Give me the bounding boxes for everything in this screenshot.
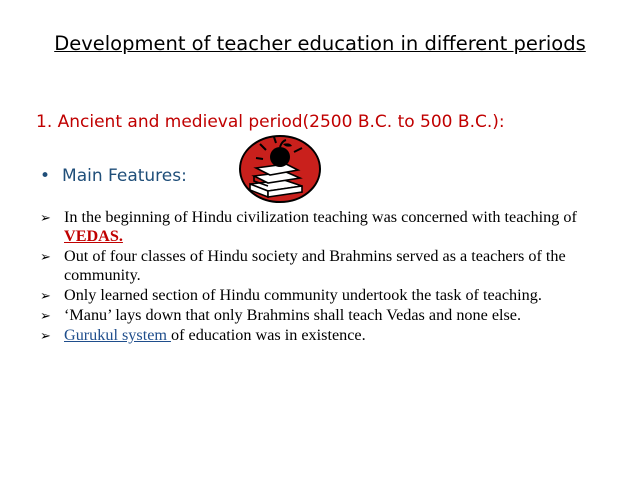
arrow-bullet-icon: ➢	[40, 328, 51, 343]
books-apple-icon	[236, 134, 324, 204]
bullet-dot: •	[40, 166, 51, 186]
features-label: Main Features:	[62, 166, 187, 186]
features-heading	[40, 164, 187, 188]
arrow-bullet-icon: ➢	[40, 308, 51, 323]
arrow-bullet-icon: ➢	[40, 288, 51, 303]
list-item: ➢ In the beginning of Hindu civilization teaching was concerned with teaching of VEDAS.	[40, 208, 577, 245]
list-item: ➢ Out of four classes of Hindu society and Brahmins served as a teachers of the community.	[40, 247, 566, 284]
vedas-emphasis: VEDAS.	[64, 227, 123, 245]
list-item: ➢ ‘Manu’ lays down that only Brahmins shall teach Vedas and none else.	[40, 306, 522, 324]
arrow-bullet-icon: ➢	[40, 249, 51, 264]
slide-title: Development of teacher education in different periods	[54, 32, 586, 55]
arrow-bullet-icon: ➢	[40, 210, 51, 225]
feature-list	[40, 208, 615, 346]
gurukul-system-link[interactable]: Gurukul system	[64, 326, 172, 344]
period-heading: 1. Ancient and medieval period(2500 B.C. to 500 B.C.):	[36, 112, 505, 132]
list-item: ➢ Only learned section of Hindu community undertook the task of teaching.	[40, 286, 542, 304]
list-item: ➢ Gurukul system of education was in existence.	[40, 326, 366, 344]
